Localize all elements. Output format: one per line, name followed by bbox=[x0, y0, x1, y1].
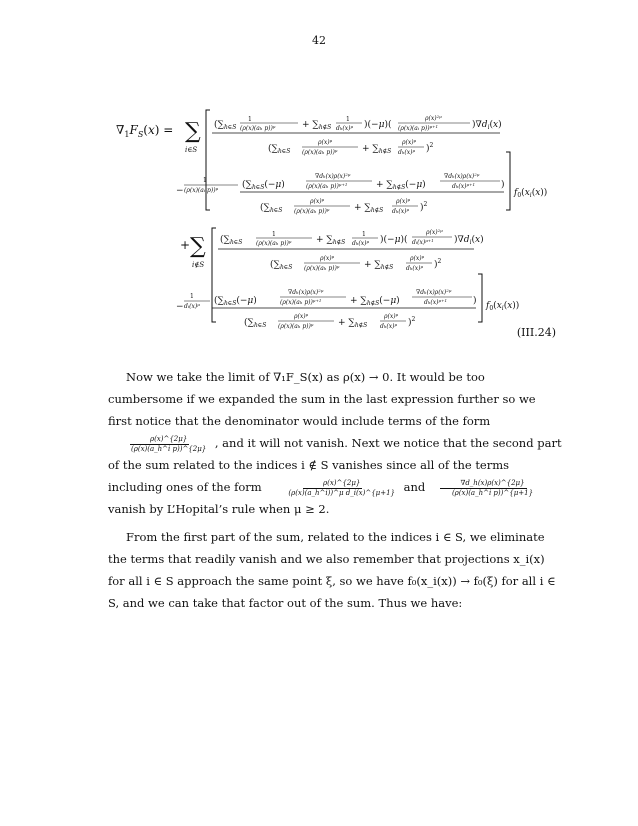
svg-text:): ) bbox=[501, 180, 505, 190]
svg-text:)(−μ)(: )(−μ)( bbox=[364, 120, 392, 130]
svg-text:dh(x)μ: $dh(x)^\mu$ bbox=[380, 322, 398, 330]
svg-text:)2: )$^2$ bbox=[408, 316, 416, 328]
paragraph-1-part-c: vanish by L’Hopital’s rule when μ ≥ 2. bbox=[108, 502, 330, 516]
svg-text:(ρ(x)(ah p))μ: (ρ(x)(ah p))$^\mu$ bbox=[240, 124, 276, 132]
svg-text:)2: )$^2$ bbox=[420, 201, 428, 213]
block4 bbox=[176, 288, 519, 330]
svg-text:dh(x)μ+1: $dh(x)^{\mu+1}$ bbox=[452, 182, 475, 190]
svg-text:(ρ(x)(ah p))μ+1: (ρ(x)(ah p))$^{\mu+1}$ bbox=[280, 298, 322, 306]
fraction-3-denominator: (ρ(x)(a_h^i p))^{μ+1} bbox=[451, 488, 534, 497]
svg-text:ρ(x)μ: $\rho(x)^\mu$ bbox=[320, 254, 335, 262]
block3 bbox=[220, 228, 484, 247]
paragraph-1-and: and bbox=[403, 480, 426, 494]
svg-text:)∇di(x): )$\nabla d_i(x)$ bbox=[472, 120, 502, 131]
right-bracket-1 bbox=[506, 152, 510, 210]
svg-text:(∑h∈S: ($\sum_{h\in S}$ bbox=[214, 120, 237, 131]
svg-text:1: 1 bbox=[248, 116, 252, 123]
equation-label: (III.24) bbox=[516, 326, 556, 339]
svg-text:ρ(x)2μ: $\rho(x)^{2\mu}$ bbox=[425, 114, 442, 122]
svg-text:)(−μ)(: )(−μ)( bbox=[380, 235, 408, 245]
svg-text:ρ(x)μ: $\rho(x)^\mu$ bbox=[384, 312, 399, 320]
svg-text:ρ(x)μ: $\rho(x)^\mu$ bbox=[310, 197, 325, 205]
fraction-1-numerator: ρ(x)^{2μ} bbox=[130, 435, 189, 445]
fraction-1-denominator: (ρ(x)(a_h^i p))^{2μ} bbox=[131, 444, 207, 453]
svg-text:(∑h∈S: ($\sum_{h\in S}$ bbox=[260, 203, 283, 214]
svg-text:dh(x)μ: $dh(x)^\mu$ bbox=[398, 148, 416, 156]
svg-text:di(x)μ+1: $di(x)^{\mu+1}$ bbox=[412, 238, 434, 246]
svg-text:+ ∑h∉S: + $\sum_{h\notin S}$ bbox=[316, 235, 346, 246]
paragraph-limit bbox=[108, 366, 562, 520]
svg-text:): ) bbox=[473, 296, 477, 306]
svg-text:dh(x)μ: $dh(x)^\mu$ bbox=[336, 124, 354, 132]
right-bracket-2 bbox=[478, 274, 482, 322]
svg-text:(ρ(x)(ah p))μ: (ρ(x)(ah p))$^\mu$ bbox=[304, 264, 340, 272]
sum-index-2: i∉S bbox=[192, 261, 205, 269]
equation-iii-24 bbox=[0, 0, 638, 345]
svg-text:(ρ(x)(ah p))μ+1: (ρ(x)(ah p))$^{\mu+1}$ bbox=[306, 182, 348, 190]
svg-text:(∑h∈S(−μ): ($\sum_{h\in S}(-\mu)$ bbox=[214, 296, 257, 307]
svg-text:ρ(x)2μ: $\rho(x)^{2\mu}$ bbox=[426, 228, 443, 236]
svg-text:(∑h∈S: ($\sum_{h\in S}$ bbox=[220, 235, 243, 246]
svg-text:dh(x)μ: $dh(x)^\mu$ bbox=[392, 207, 410, 215]
equation-lhs: $\nabla_1F_S(x)$ = bbox=[116, 123, 174, 139]
svg-text:(ρ(x)(ah p))μ: (ρ(x)(ah p))$^\mu$ bbox=[302, 148, 338, 156]
svg-text:+ ∑h∉S: + $\sum_{h\notin S}$ bbox=[364, 260, 394, 271]
svg-text:dh(x)μ: $dh(x)^\mu$ bbox=[352, 239, 370, 247]
paragraph-first-part: From the first part of the sum, related to the indices i ∈ S, we eliminate the terms that readily vanish and we also remember that projections x_i(x) for all i ∈ S approach the same point ξ, so we have f₀(x_i(x)) → f₀(ξ) for all i ∈ S, and we can take that factor out of the sum. Thus we have: bbox=[108, 530, 556, 610]
svg-text:ρ(x)μ: $\rho(x)^\mu$ bbox=[294, 312, 309, 320]
svg-text:ρ(x)μ: $\rho(x)^\mu$ bbox=[396, 197, 411, 205]
svg-text:ρ(x)μ: $\rho(x)^\mu$ bbox=[410, 254, 425, 262]
svg-text:(ρ(x)(ah p))μ: (ρ(x)(ah p))$^\mu$ bbox=[278, 322, 314, 330]
svg-text:1: 1 bbox=[346, 116, 350, 123]
page-number: 42 bbox=[312, 34, 326, 47]
svg-text:1: 1 bbox=[190, 293, 194, 300]
svg-text:+ ∑h∉S: + $\sum_{h\notin S}$ bbox=[302, 120, 332, 131]
svg-text:−: − bbox=[176, 186, 184, 196]
svg-text:+ ∑h∉S(−μ): + $\sum_{h\notin S}(-\mu)$ bbox=[376, 180, 426, 191]
fraction-inline-3 bbox=[432, 479, 535, 498]
svg-text:dh(x)μ+1: $dh(x)^{\mu+1}$ bbox=[424, 298, 447, 306]
fraction-2-denominator: (ρ(x)(a_h^i))^μ d_i(x)^{μ+1} bbox=[288, 488, 395, 497]
svg-text:1: 1 bbox=[272, 231, 276, 238]
svg-text:(∑h∈S(−μ): ($\sum_{h\in S}(-\mu)$ bbox=[242, 180, 285, 191]
fraction-3-numerator: ∇d_h(x)ρ(x)^{2μ} bbox=[440, 479, 526, 489]
block2 bbox=[176, 172, 547, 215]
svg-text:1: 1 bbox=[362, 231, 366, 238]
svg-text:+ ∑h∉S(−μ): + $\sum_{h\notin S}(-\mu)$ bbox=[350, 296, 400, 307]
svg-text:f0(xi(x)): $f_0(x_i(x))$ bbox=[486, 301, 520, 312]
svg-text:)∇di(x): )$\nabla d_i(x)$ bbox=[454, 235, 484, 246]
paragraph-1-part-b: , and it will not vanish. Next we notice that the second part of the sum related to the indices i ∉ S vanishes since all of the terms including ones of the form bbox=[108, 436, 562, 494]
fraction-inline-1 bbox=[111, 435, 208, 454]
left-bracket-1 bbox=[206, 110, 210, 210]
svg-text:+ ∑h∉S: + $\sum_{h\notin S}$ bbox=[338, 318, 368, 329]
block1-numerator bbox=[214, 114, 502, 132]
sum-symbol-2: ∑ bbox=[190, 234, 206, 259]
svg-text:ρ(x)μ: $\rho(x)^\mu$ bbox=[402, 138, 417, 146]
svg-text:∇dh(x)ρ(x)2μ: $\nabla dh(x)\rho(x)^{2\mu}$ bbox=[416, 288, 452, 296]
svg-text:(ρ(x)(ah p))μ: (ρ(x)(ah p))$^\mu$ bbox=[256, 239, 292, 247]
svg-text:∇dh(x)ρ(x)2μ: $\nabla dh(x)\rho(x)^{2\mu}$ bbox=[444, 172, 480, 180]
svg-text:1: 1 bbox=[203, 177, 207, 184]
svg-text:f0(xi(x)): $f_0(x_i(x))$ bbox=[514, 188, 548, 199]
block1-denominator bbox=[268, 138, 434, 156]
sum-symbol: ∑ bbox=[185, 119, 201, 144]
svg-text:(ρ(x)(ai p))μ: (ρ(x)(ai p))$^\mu$ bbox=[184, 186, 219, 194]
svg-text:ρ(x)μ: $\rho(x)^\mu$ bbox=[318, 138, 333, 146]
svg-text:(ρ(x)(ai p))μ+1: (ρ(x)(ai p))$^{\mu+1}$ bbox=[398, 124, 439, 132]
svg-text:)2: )$^2$ bbox=[434, 258, 442, 270]
svg-text:+ ∑h∉S: + $\sum_{h\notin S}$ bbox=[362, 144, 392, 155]
svg-text:∇dh(x)ρ(x)2μ: $\nabla dh(x)\rho(x)^{2\mu}$ bbox=[288, 288, 324, 296]
svg-text:dh(x)μ: $dh(x)^\mu$ bbox=[406, 264, 424, 272]
svg-text:(∑h∈S: ($\sum_{h\in S}$ bbox=[244, 318, 267, 329]
svg-text:(∑h∈S: ($\sum_{h\in S}$ bbox=[270, 260, 293, 271]
svg-text:+ ∑h∉S: + $\sum_{h\notin S}$ bbox=[354, 203, 384, 214]
svg-text:(ρ(x)(ah p))μ: (ρ(x)(ah p))$^\mu$ bbox=[294, 207, 330, 215]
body-paragraphs bbox=[108, 366, 562, 614]
svg-text:∇dh(x)ρ(x)2μ: $\nabla dh(x)\rho(x)^{2\mu}$ bbox=[315, 172, 351, 180]
svg-text:(∑h∈S: ($\sum_{h\in S}$ bbox=[268, 144, 291, 155]
fraction-2-numerator: ρ(x)^{2μ} bbox=[303, 479, 362, 489]
fraction-inline-2 bbox=[268, 479, 397, 498]
sum-index: i∈S bbox=[185, 146, 198, 154]
svg-text:−: − bbox=[176, 302, 184, 312]
svg-text:di(x)μ: $di(x)^\mu$ bbox=[184, 302, 200, 310]
plus-sign: + bbox=[180, 238, 191, 252]
paragraph-1-part-a: Now we take the limit of ∇₁F_S(x) as ρ(x) → 0. It would be too cumbersome if we expanded the sum in the last expression further so we first notice that the denominator would include terms of the form bbox=[108, 370, 536, 428]
svg-text:)2: )$^2$ bbox=[426, 142, 434, 154]
